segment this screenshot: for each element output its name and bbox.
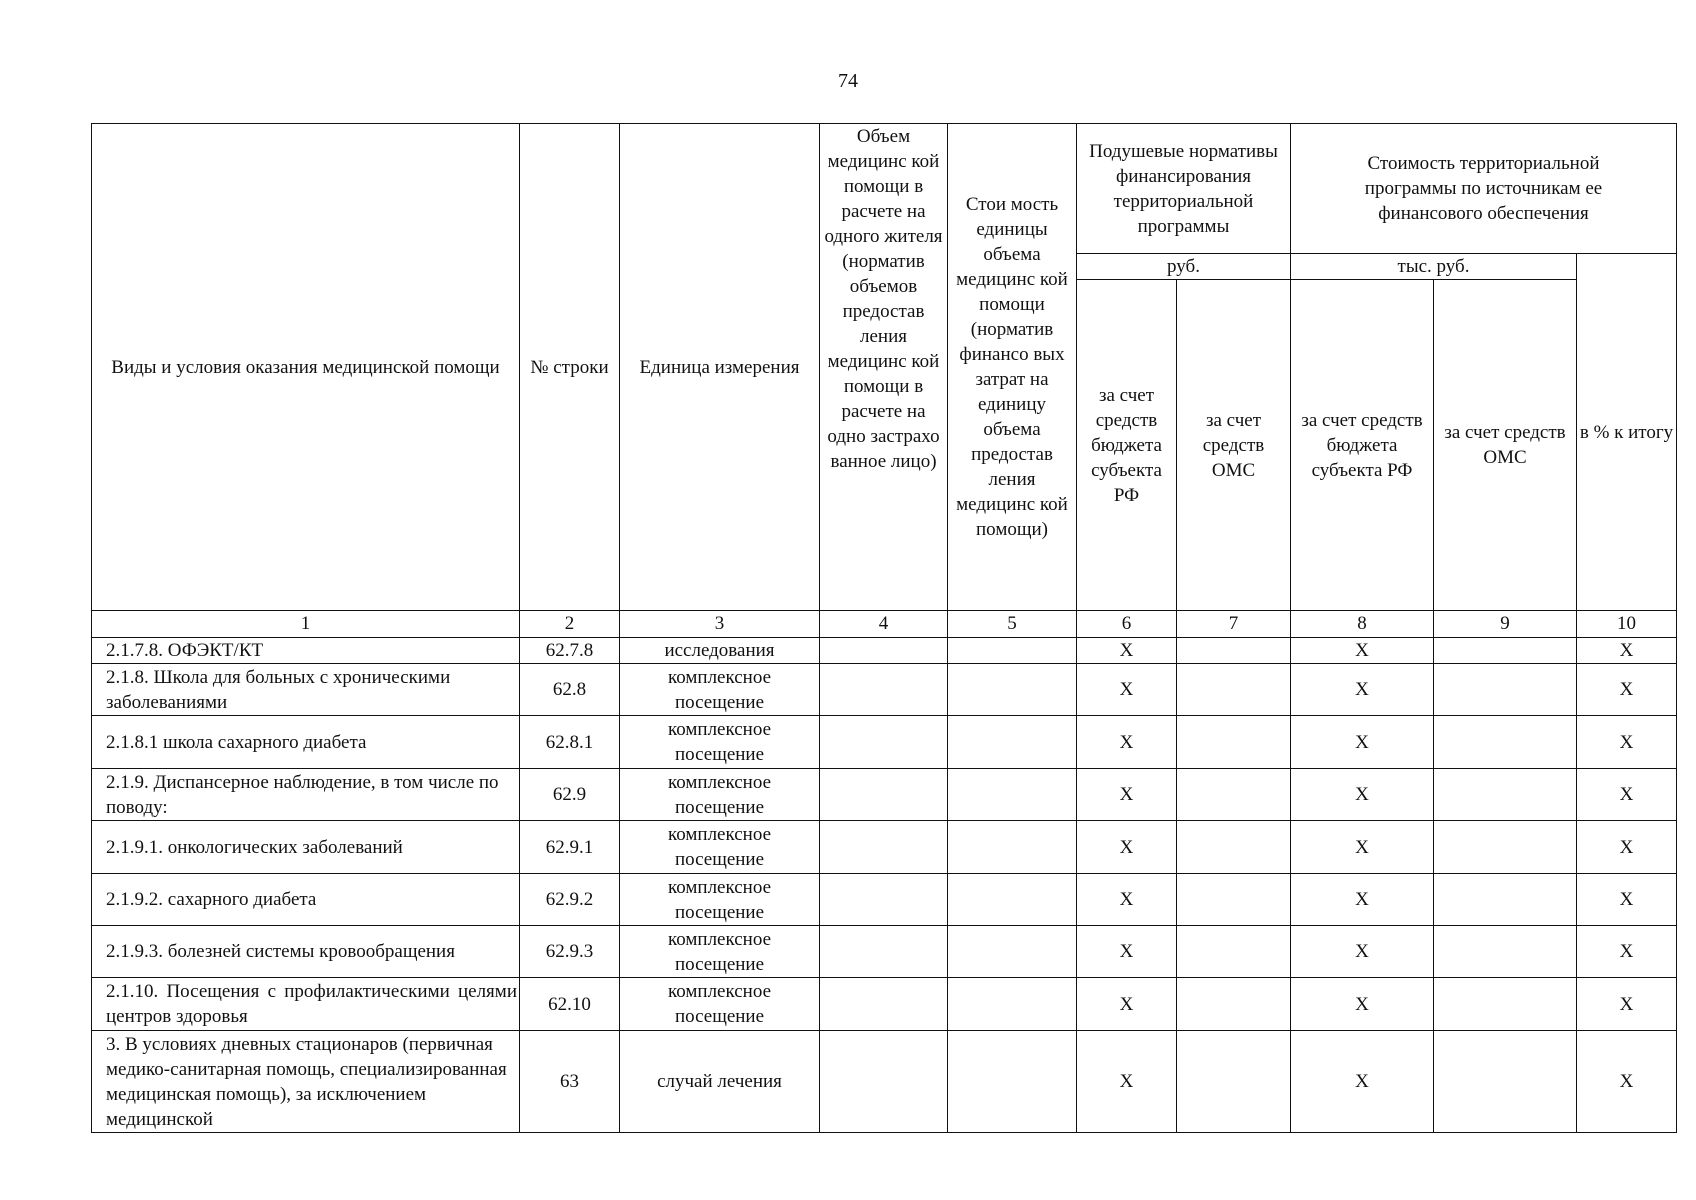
header-unit-cost-norm: Стои мость единицы объема медицинс кой помощи (норматив финансо вых затрат на единицу объема предостав ления медицинс кой помощи) [948,124,1077,611]
header-program-cost: Стоимость территориальной программы по источникам ее финансового обеспечения [1291,124,1677,254]
volume-norm [820,1031,948,1133]
budget-thousand-rub-value: X [1291,926,1434,978]
volume-norm [820,638,948,664]
budget-rub-value: X [1077,1031,1177,1133]
unit-of-measure: комплексное посещение [620,978,820,1031]
budget-thousand-rub-value: X [1291,638,1434,664]
oms-rub-value [1177,664,1291,716]
column-number: 10 [1577,611,1677,638]
program-cost-table [91,123,1677,1133]
oms-rub-value [1177,821,1291,874]
percent-of-total-value: X [1577,1031,1677,1133]
budget-rub-value: X [1077,978,1177,1031]
oms-thousand-rub-value [1434,664,1577,716]
oms-rub-value [1177,716,1291,769]
line-number: 62.8.1 [520,716,620,769]
percent-of-total-value: X [1577,716,1677,769]
row-name: 3. В условиях дневных стационаров (первичная медико-санитарная помощь, специализированная медицинская помощь), за исключением медицинской [92,1031,520,1133]
header-unit-thousand-rub: тыс. руб. [1291,254,1577,280]
header-oms-rub: за счет средств ОМС [1177,280,1291,611]
header-percent-of-total: в % к итогу [1577,254,1677,611]
unit-of-measure: исследования [620,638,820,664]
table-row [92,638,1677,664]
column-numbers-row [92,611,1677,638]
unit-of-measure: комплексное посещение [620,821,820,874]
column-number: 8 [1291,611,1434,638]
line-number: 62.9.3 [520,926,620,978]
budget-rub-value: X [1077,874,1177,926]
oms-thousand-rub-value [1434,926,1577,978]
unit-of-measure: комплексное посещение [620,664,820,716]
header-volume-norm: Объем медицинс кой помощи в расчете на одного жителя (норматив объемов предостав ления медицинс кой помощи в расчете на одно застрахо ванное лицо) [820,124,948,611]
column-number: 3 [620,611,820,638]
row-name: 2.1.7.8. ОФЭКТ/КТ [92,638,520,664]
column-number: 5 [948,611,1077,638]
line-number: 62.10 [520,978,620,1031]
table-row [92,1031,1677,1133]
oms-thousand-rub-value [1434,978,1577,1031]
line-number: 63 [520,1031,620,1133]
percent-of-total-value: X [1577,769,1677,821]
unit-of-measure: комплексное посещение [620,769,820,821]
row-name: 2.1.9. Диспансерное наблюдение, в том числе по поводу: [92,769,520,821]
header-budget-thousand-rub: за счет средств бюджета субъекта РФ [1291,280,1434,611]
table-row [92,664,1677,716]
header-line-number: № строки [520,124,620,611]
unit-cost-norm [948,716,1077,769]
header-oms-thousand-rub: за счет средств ОМС [1434,280,1577,611]
header-unit: Единица измерения [620,124,820,611]
table-row [92,769,1677,821]
unit-of-measure: комплексное посещение [620,874,820,926]
unit-cost-norm [948,1031,1077,1133]
volume-norm [820,874,948,926]
row-name: 2.1.8.1 школа сахарного диабета [92,716,520,769]
percent-of-total-value: X [1577,638,1677,664]
unit-of-measure: комплексное посещение [620,926,820,978]
unit-cost-norm [948,874,1077,926]
percent-of-total-value: X [1577,664,1677,716]
unit-cost-norm [948,978,1077,1031]
header-per-capita-norms: Подушевые нормативы финансирования территориальной программы [1077,124,1291,254]
oms-thousand-rub-value [1434,874,1577,926]
line-number: 62.8 [520,664,620,716]
unit-cost-norm [948,664,1077,716]
budget-rub-value: X [1077,716,1177,769]
volume-norm [820,978,948,1031]
column-number: 4 [820,611,948,638]
budget-rub-value: X [1077,769,1177,821]
row-name: 2.1.9.3. болезней системы кровообращения [92,926,520,978]
budget-thousand-rub-value: X [1291,664,1434,716]
budget-thousand-rub-value: X [1291,769,1434,821]
line-number: 62.9.1 [520,821,620,874]
volume-norm [820,821,948,874]
unit-of-measure: комплексное посещение [620,716,820,769]
page-number: 74 [838,70,858,92]
oms-thousand-rub-value [1434,1031,1577,1133]
row-name: 2.1.10. Посещения с профилактическими целями центров здоровья [92,978,520,1031]
column-number: 9 [1434,611,1577,638]
column-number: 6 [1077,611,1177,638]
volume-norm [820,664,948,716]
row-name: 2.1.9.2. сахарного диабета [92,874,520,926]
header-budget-rub: за счет средств бюджета субъекта РФ [1077,280,1177,611]
line-number: 62.9.2 [520,874,620,926]
line-number: 62.9 [520,769,620,821]
budget-thousand-rub-value: X [1291,978,1434,1031]
oms-rub-value [1177,638,1291,664]
volume-norm [820,926,948,978]
table-row [92,716,1677,769]
volume-norm [820,716,948,769]
budget-rub-value: X [1077,821,1177,874]
unit-of-measure: случай лечения [620,1031,820,1133]
oms-thousand-rub-value [1434,769,1577,821]
percent-of-total-value: X [1577,874,1677,926]
oms-rub-value [1177,978,1291,1031]
oms-thousand-rub-value [1434,638,1577,664]
unit-cost-norm [948,926,1077,978]
budget-thousand-rub-value: X [1291,874,1434,926]
budget-thousand-rub-value: X [1291,821,1434,874]
unit-cost-norm [948,821,1077,874]
unit-cost-norm [948,769,1077,821]
column-number: 7 [1177,611,1291,638]
row-name: 2.1.8. Школа для больных с хроническими заболеваниями [92,664,520,716]
volume-norm [820,769,948,821]
oms-thousand-rub-value [1434,716,1577,769]
budget-thousand-rub-value: X [1291,716,1434,769]
budget-rub-value: X [1077,664,1177,716]
budget-rub-value: X [1077,926,1177,978]
table-row [92,821,1677,874]
budget-thousand-rub-value: X [1291,1031,1434,1133]
percent-of-total-value: X [1577,978,1677,1031]
unit-cost-norm [948,638,1077,664]
row-name: 2.1.9.1. онкологических заболеваний [92,821,520,874]
line-number: 62.7.8 [520,638,620,664]
percent-of-total-value: X [1577,926,1677,978]
percent-of-total-value: X [1577,821,1677,874]
column-number: 2 [520,611,620,638]
column-number: 1 [92,611,520,638]
header-unit-rub: руб. [1077,254,1291,280]
table-row [92,874,1677,926]
oms-rub-value [1177,769,1291,821]
header-type-of-care: Виды и условия оказания медицинской помощи [92,124,520,611]
oms-rub-value [1177,926,1291,978]
budget-rub-value: X [1077,638,1177,664]
table-row [92,978,1677,1031]
oms-rub-value [1177,874,1291,926]
oms-thousand-rub-value [1434,821,1577,874]
oms-rub-value [1177,1031,1291,1133]
table-row [92,926,1677,978]
